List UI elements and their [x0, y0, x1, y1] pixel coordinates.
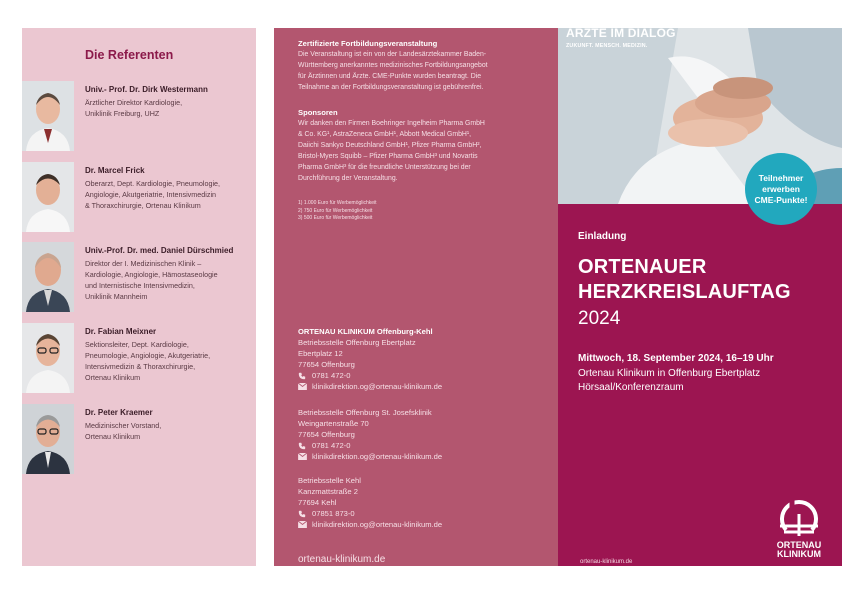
series-subtitle: ZUKUNFT. MENSCH. MEDIZIN. [566, 43, 648, 49]
sponsors-text: Wir danken den Firmen Boehringer Ingelheim Pharma GmbH & Co. KG¹, AstraZeneca GmbH¹, Abbott Medical GmbH¹, Daiichi Sankyo Deutschland GmbH¹, Pfizer Pharma GmbH², Bristol-Myers Squibb – Pfizer Pharma GmbH³ und Novartis Pharma GmbH³ für die freundliche Unterstützung bei der Durchführung der Veranstaltung. [298, 120, 485, 182]
event-location: Ortenau Klinikum in Offenburg Ebertplatz Hörsaal/Konferenzraum [578, 368, 761, 393]
speaker-name: Dr. Fabian Meixner [85, 327, 157, 336]
event-date: Mittwoch, 18. September 2024, 16–19 Uhr [578, 353, 774, 364]
speaker-photo [22, 162, 74, 232]
site-email[interactable]: klinikdirektion.og@ortenau-klinikum.de [312, 382, 443, 391]
certification-heading: Zertifizierte Fortbildungsveranstaltung [298, 39, 438, 48]
site-street: Weingartenstraße 70 [298, 419, 369, 428]
footnotes: 1) 1.000 Euro für Werbemöglichkeit 2) 750 Euro für Werbemöglichkeit 3) 500 Euro für Werbemöglichkeit [298, 200, 377, 221]
site-street: Ebertplatz 12 [298, 349, 343, 358]
event-title-line2: HERZKREISLAUFTAG [578, 281, 791, 303]
certification-text: Die Veranstaltung ist ein von der Landesärztekammer Baden- Württemberg anerkanntes medizinisches Fortbildungsangebot für Ärztinnen und Ärzte. CME-Punkte wurden beantragt. Die Teilnahme an der Fortbildungsveranstaltung ist gebührenfrei. [298, 51, 488, 91]
contact-site [298, 326, 544, 392]
site-street: Kanzmattstraße 2 [298, 487, 358, 496]
mail-icon [298, 453, 308, 460]
speaker-role: Ärztlicher Direktor Kardiologie, Uniklinik Freiburg, UHZ [85, 98, 183, 118]
site-name: Betriebsstelle Offenburg Ebertplatz [298, 338, 416, 347]
phone-icon [298, 442, 308, 450]
site-name: Betriebsstelle Kehl [298, 476, 361, 485]
speaker-photo [22, 81, 74, 151]
ortenau-logo [764, 494, 834, 559]
invitation-label: Einladung [578, 231, 627, 242]
phone-icon [298, 372, 308, 380]
site-phone[interactable]: 07851 873-0 [312, 509, 355, 518]
speaker-name: Dr. Marcel Frick [85, 166, 145, 175]
site-city: 77654 Offenburg [298, 360, 355, 369]
phone-row [298, 370, 544, 381]
logo-icon [764, 494, 834, 536]
website-link[interactable]: ortenau-klinikum.de [298, 554, 386, 565]
event-title-line1: ORTENAUER [578, 256, 707, 278]
speaker-card [22, 323, 256, 395]
event-year: 2024 [578, 308, 621, 329]
speaker-card [22, 404, 256, 476]
email-row [298, 451, 544, 462]
speaker-photo [22, 404, 74, 474]
speakers-panel [22, 28, 256, 566]
speaker-name: Univ.-Prof. Dr. med. Daniel Dürschmied [85, 246, 234, 255]
certification-section [298, 39, 544, 94]
info-panel [274, 28, 558, 566]
sponsors-section [298, 108, 544, 184]
site-email[interactable]: klinikdirektion.og@ortenau-klinikum.de [312, 520, 443, 529]
phone-icon [298, 510, 308, 518]
speaker-card [22, 242, 256, 314]
phone-row [298, 440, 544, 451]
email-row [298, 381, 544, 392]
site-city: 77654 Offenburg [298, 430, 355, 439]
cover-website[interactable]: ortenau-klinikum.de [580, 559, 633, 565]
mail-icon [298, 521, 308, 528]
speaker-role: Direktor der I. Medizinischen Klinik – Kardiologie, Angiologie, Hämostaseologie und Internistische Intensivmedizin, Uniklinik Mannheim [85, 259, 218, 301]
site-email[interactable]: klinikdirektion.og@ortenau-klinikum.de [312, 452, 443, 461]
series-tag: ZERTIFIZIERTE FORTBILDUNGEN [566, 20, 660, 26]
contact-site [298, 475, 544, 530]
email-row [298, 519, 544, 530]
cme-badge: Teilnehmer erwerben CME-Punkte! [745, 153, 817, 225]
site-phone[interactable]: 0781 472-0 [312, 441, 351, 450]
speaker-card [22, 162, 256, 234]
mail-icon [298, 383, 308, 390]
speaker-role: Sektionsleiter, Dept. Kardiologie, Pneumologie, Angiologie, Akutgeriatrie, Intensivmedizin & Thoraxchirurgie, Ortenau Klinikum [85, 340, 211, 382]
contact-site [298, 407, 544, 462]
speaker-role: Medizinischer Vorstand, Ortenau Klinikum [85, 421, 162, 441]
logo-text-line2: KLINIKUM [777, 549, 821, 559]
speaker-name: Univ.- Prof. Dr. Dirk Westermann [85, 85, 208, 94]
site-phone[interactable]: 0781 472-0 [312, 371, 351, 380]
site-city: 77694 Kehl [298, 498, 337, 507]
speaker-photo [22, 323, 74, 393]
speakers-heading: Die Referenten [85, 48, 174, 62]
speaker-role: Oberarzt, Dept. Kardiologie, Pneumologie, Angiologie, Akutgeriatrie, Intensivmedizin & Thoraxchirurgie, Ortenau Klinikum [85, 179, 221, 210]
speaker-photo [22, 242, 74, 312]
cover-panel [558, 20, 842, 566]
series-title: ÄRZTE IM DIALOG [566, 26, 676, 40]
speaker-name: Dr. Peter Kraemer [85, 408, 153, 417]
phone-row [298, 508, 544, 519]
organization-name: ORTENAU KLINIKUM Offenburg-Kehl [298, 327, 433, 336]
sponsors-heading: Sponsoren [298, 108, 338, 117]
site-name: Betriebsstelle Offenburg St. Josefsklinik [298, 408, 432, 417]
speaker-card [22, 81, 256, 153]
logo-text-line1: ORTENAU [776, 540, 822, 550]
